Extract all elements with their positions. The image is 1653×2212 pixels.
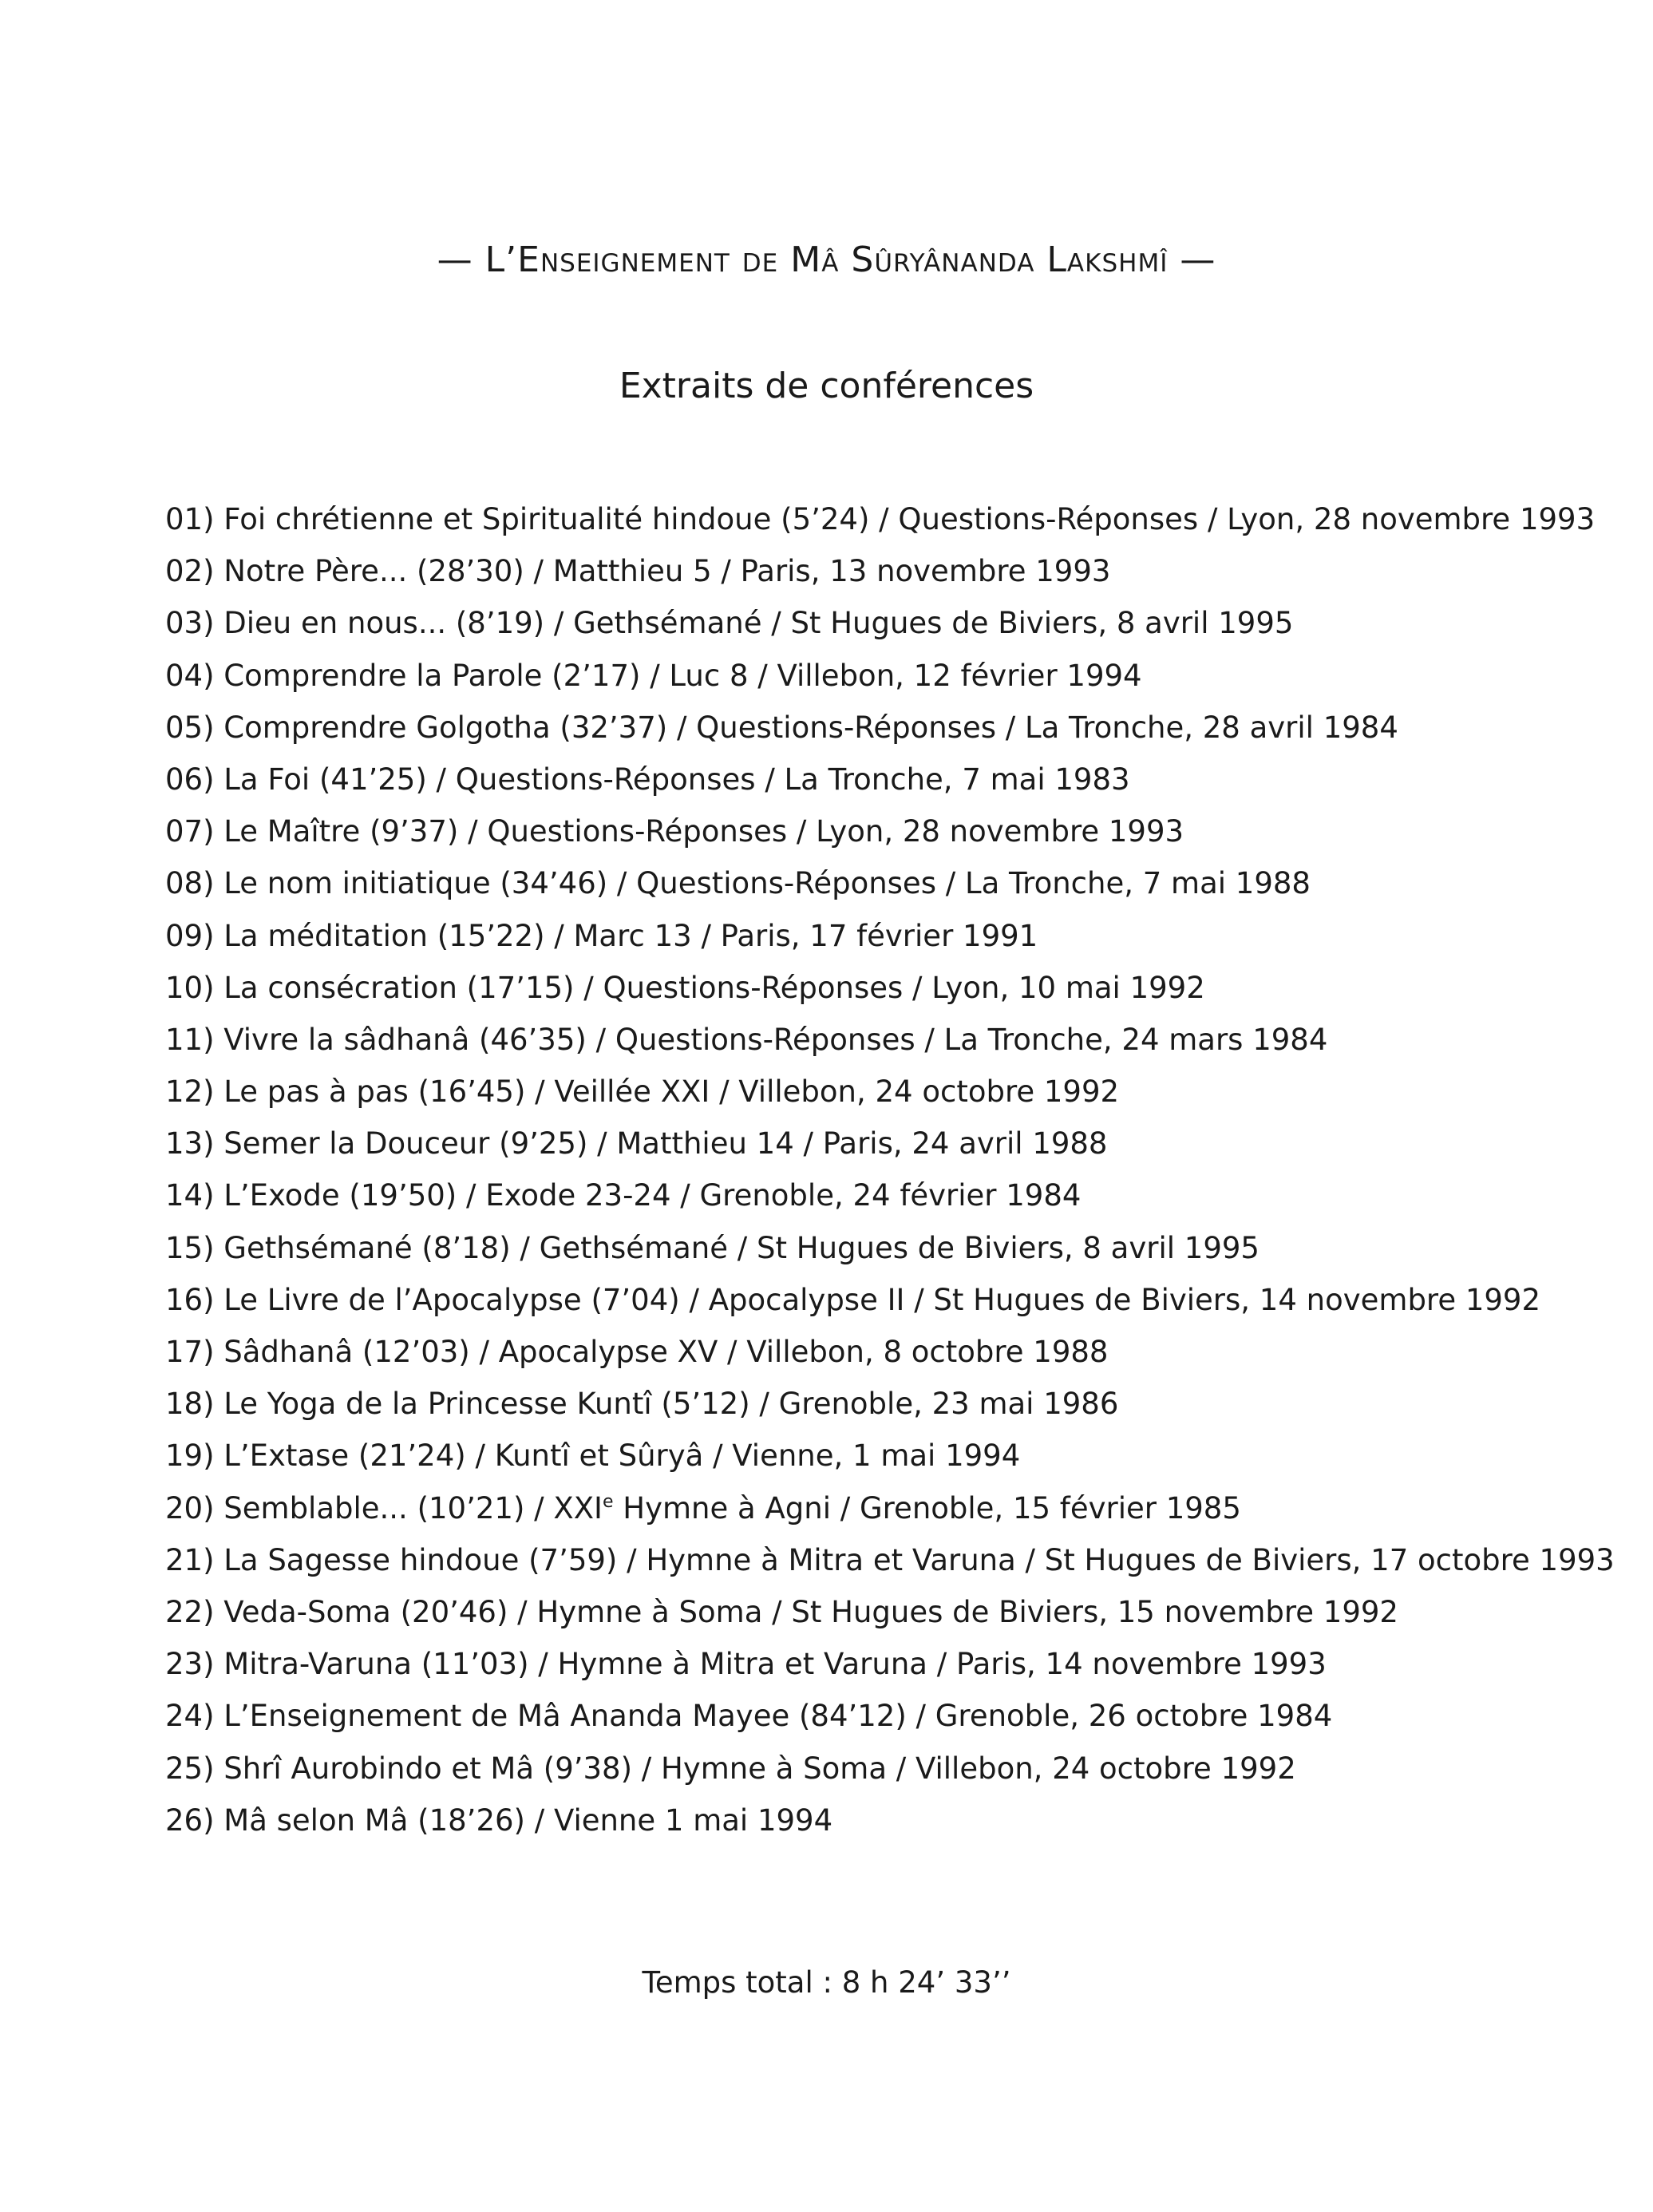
track-item: 07) Le Maître (9’37) / Questions-Réponses / Lyon, 28 novembre 1993 [165, 814, 1184, 849]
track-item: 15) Gethsémané (8’18) / Gethsémané / St Hugues de Biviers, 8 avril 1995 [165, 1230, 1260, 1265]
track-text-after: Hymne à Agni / Grenoble, 15 février 1985 [613, 1490, 1241, 1525]
track-item: 03) Dieu en nous... (8’19) / Gethsémané / St Hugues de Biviers, 8 avril 1995 [165, 606, 1294, 641]
track-item: 08) Le nom initiatique (34’46) / Questions-Réponses / La Tronche, 7 mai 1988 [165, 866, 1311, 901]
track-item: 04) Comprendre la Parole (2’17) / Luc 8 / Villebon, 12 février 1994 [165, 658, 1142, 693]
total-time [0, 1965, 1653, 2000]
track-item: 13) Semer la Douceur (9’25) / Matthieu 14 / Paris, 24 avril 1988 [165, 1126, 1108, 1161]
track-item [165, 1482, 1615, 1534]
track-item: 02) Notre Père... (28’30) / Matthieu 5 / Paris, 13 novembre 1993 [165, 554, 1111, 589]
track-item: 23) Mitra-Varuna (11’03) / Hymne à Mitra et Varuna / Paris, 14 novembre 1993 [165, 1647, 1327, 1682]
track-item: 05) Comprendre Golgotha (32’37) / Questions-Réponses / La Tronche, 28 avril 1984 [165, 710, 1398, 745]
track-item: 17) Sâdhanâ (12’03) / Apocalypse XV / Villebon, 8 octobre 1988 [165, 1335, 1109, 1369]
ordinal-superscript: e [602, 1491, 614, 1512]
track-item: 11) Vivre la sâdhanâ (46’35) / Questions-Réponses / La Tronche, 24 mars 1984 [165, 1022, 1328, 1057]
page-title: — L’Enseignement de Mâ Sûryânanda Lakshmî — [437, 239, 1216, 280]
track-item: 22) Veda-Soma (20’46) / Hymne à Soma / St Hugues de Biviers, 15 novembre 1992 [165, 1594, 1398, 1629]
track-item: 06) La Foi (41’25) / Questions-Réponses / La Tronche, 7 mai 1983 [165, 762, 1130, 797]
track-item: 21) La Sagesse hindoue (7’59) / Hymne à Mitra et Varuna / St Hugues de Biviers, 17 octobre 1993 [165, 1542, 1615, 1577]
track-item: 19) L’Extase (21’24) / Kuntî et Sûryâ / Vienne, 1 mai 1994 [165, 1438, 1021, 1474]
track-item: 01) Foi chrétienne et Spiritualité hindoue (5’24) / Questions-Réponses / Lyon, 28 novembre 1993 [165, 502, 1596, 536]
track-item: 14) L’Exode (19’50) / Exode 23-24 / Grenoble, 24 février 1984 [165, 1178, 1082, 1213]
track-text-before: 20) Semblable... (10’21) / XXI [165, 1490, 603, 1525]
track-item: 18) Le Yoga de la Princesse Kuntî (5’12) / Grenoble, 23 mai 1986 [165, 1387, 1119, 1422]
track-item: 10) La consécration (17’15) / Questions-Réponses / Lyon, 10 mai 1992 [165, 970, 1205, 1005]
track-item: 16) Le Livre de l’Apocalypse (7’04) / Apocalypse II / St Hugues de Biviers, 14 novembre 1992 [165, 1282, 1541, 1317]
track-item: 09) La méditation (15’22) / Marc 13 / Paris, 17 février 1991 [165, 918, 1038, 953]
track-item: 24) L’Enseignement de Mâ Ananda Mayee (84’12) / Grenoble, 26 octobre 1984 [165, 1699, 1333, 1734]
total-time-text: Temps total : 8 h 24’ 33’’ [642, 1965, 1011, 2000]
page-subtitle: Extraits de conférences [619, 366, 1034, 406]
track-item: 26) Mâ selon Mâ (18’26) / Vienne 1 mai 1994 [165, 1802, 833, 1838]
track-item: 25) Shrî Aurobindo et Mâ (9’38) / Hymne à Soma / Villebon, 24 octobre 1992 [165, 1751, 1296, 1786]
track-item: 12) Le pas à pas (16’45) / Veillée XXI / Villebon, 24 octobre 1992 [165, 1074, 1120, 1110]
track-list [165, 493, 1615, 1846]
